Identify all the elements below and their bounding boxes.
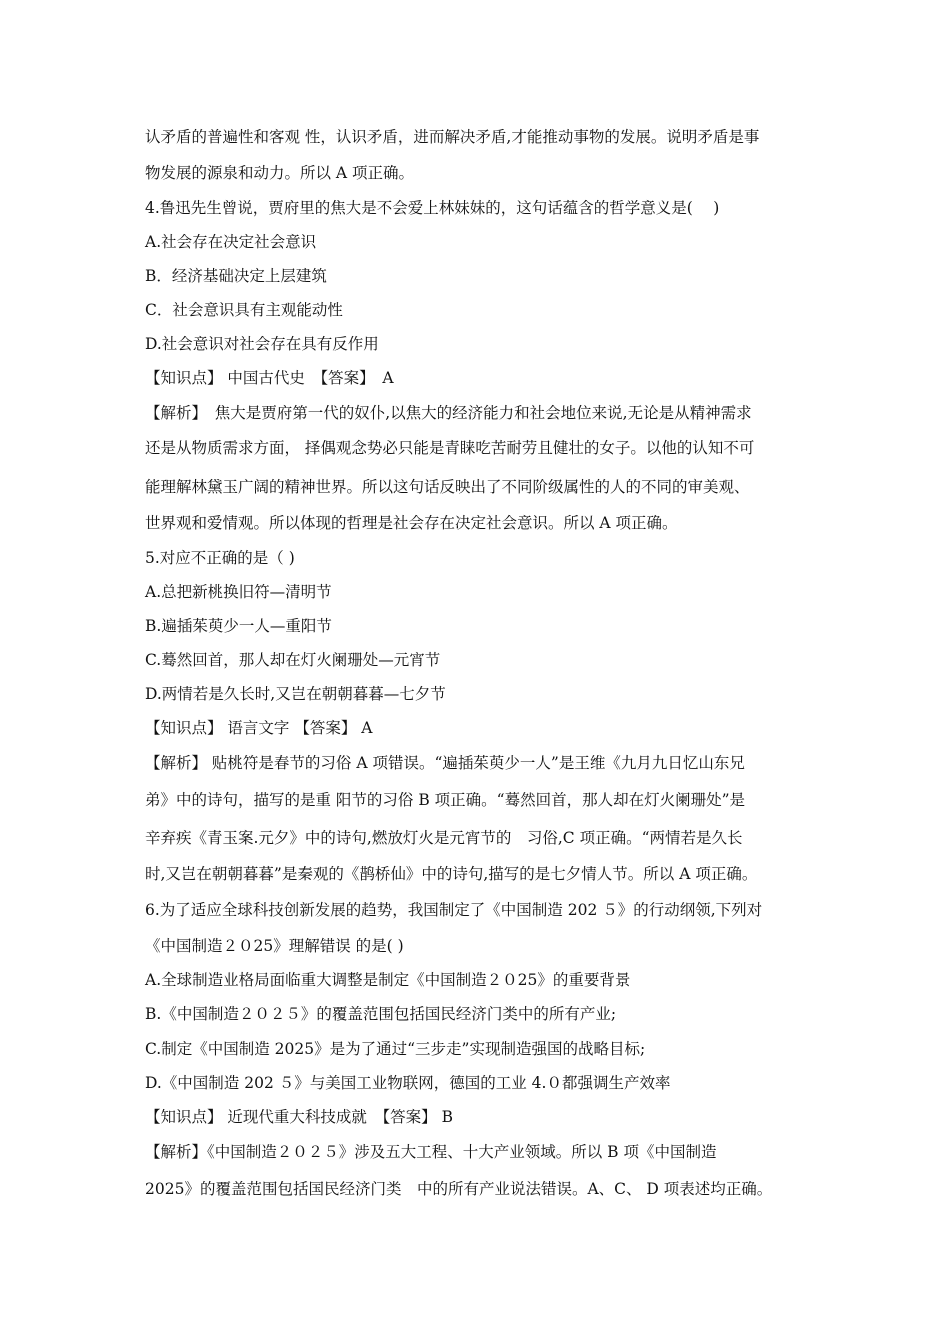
knowledge-answer-line: 【知识点】 语言文字 【答案】 A [145, 719, 373, 737]
option-a: A.全球制造业格局面临重大调整是制定《中国制造２０25》的重要背景 [145, 971, 631, 989]
analysis-line: 【解析】《中国制造２０２５》涉及五大工程、十大产业领域。所以 B 项《中国制造 [145, 1143, 717, 1161]
option-d: D.两情若是久长时,又岂在朝朝暮暮—七夕节 [145, 685, 446, 703]
option-a: A.社会存在决定社会意识 [145, 233, 317, 251]
option-b: B．经济基础决定上层建筑 [145, 267, 327, 285]
option-a: A.总把新桃换旧符—清明节 [145, 583, 332, 601]
text-line: 物发展的源泉和动力。所以 A 项正确。 [145, 164, 415, 182]
option-c: C.制定《中国制造 2025》是为了通过“三步走”实现制造强国的战略目标; [145, 1040, 646, 1058]
analysis-line: 世界观和爱情观。所以体现的哲理是社会存在决定社会意识。所以 A 项正确。 [145, 514, 678, 532]
option-c: C.蓦然回首，那人却在灯火阑珊处—元宵节 [145, 651, 441, 669]
analysis-line: 弟》中的诗句，描写的是重 阳节的习俗 B 项正确。“蓦然回首，那人却在灯火阑珊处”是 [145, 791, 746, 809]
question-5-stem: 5.对应不正确的是（ ) [145, 549, 295, 567]
analysis-line: 能理解林黛玉广阔的精神世界。所以这句话反映出了不同阶级属性的人的不同的审美观、 [145, 478, 750, 496]
analysis-line: 辛弃疾《青玉案.元夕》中的诗句,燃放灯火是元宵节的 习俗,C 项正确。“两情若是久长 [145, 829, 743, 847]
knowledge-answer-line: 【知识点】 近现代重大科技成就 【答案】 B [145, 1108, 453, 1126]
option-c: C．社会意识具有主观能动性 [145, 301, 343, 319]
option-d: D.《中国制造 202 ５》与美国工业物联网，德国的工业 4.０都强调生产效率 [145, 1074, 671, 1092]
option-d: D.社会意识对社会存在具有反作用 [145, 335, 379, 353]
option-b: B.遍插茱萸少一人—重阳节 [145, 617, 332, 635]
analysis-line: 2025》的覆盖范围包括国民经济门类 中的所有产业说法错误。A、C、 D 项表述均正确。 [145, 1180, 773, 1198]
question-4-stem: 4.鲁迅先生曾说，贾府里的焦大是不会爱上林妹妹的，这句话蕴含的哲学意义是( ) [145, 199, 720, 217]
option-b: B.《中国制造２０２５》的覆盖范围包括国民经济门类中的所有产业; [145, 1005, 617, 1023]
analysis-line: 【解析】 贴桃符是春节的习俗 A 项错误。“遍插茱萸少一人”是王维《九月九日忆山东兄 [145, 754, 745, 772]
analysis-line: 【解析】 焦大是贾府第一代的奴仆,以焦大的经济能力和社会地位来说,无论是从精神需求 [145, 404, 752, 422]
analysis-line: 还是从物质需求方面， 择偶观念势必只能是青睐吃苦耐劳且健壮的女子。以他的认知不可 [145, 439, 755, 457]
analysis-line: 时,又岂在朝朝暮暮”是秦观的《鹊桥仙》中的诗句,描写的是七夕情人节。所以 A 项正确。 [145, 865, 758, 883]
knowledge-answer-line: 【知识点】 中国古代史 【答案】 A [145, 369, 394, 387]
text-line: 认矛盾的普遍性和客观 性，认识矛盾，进而解决矛盾,才能推动事物的发展。说明矛盾是事 [145, 128, 760, 146]
question-6-stem: 6.为了适应全球科技创新发展的趋势，我国制定了《中国制造 202 ５》的行动纲领,下列对 [145, 901, 763, 919]
question-6-stem-cont: 《中国制造２０25》理解错误 的是( ) [145, 937, 404, 955]
